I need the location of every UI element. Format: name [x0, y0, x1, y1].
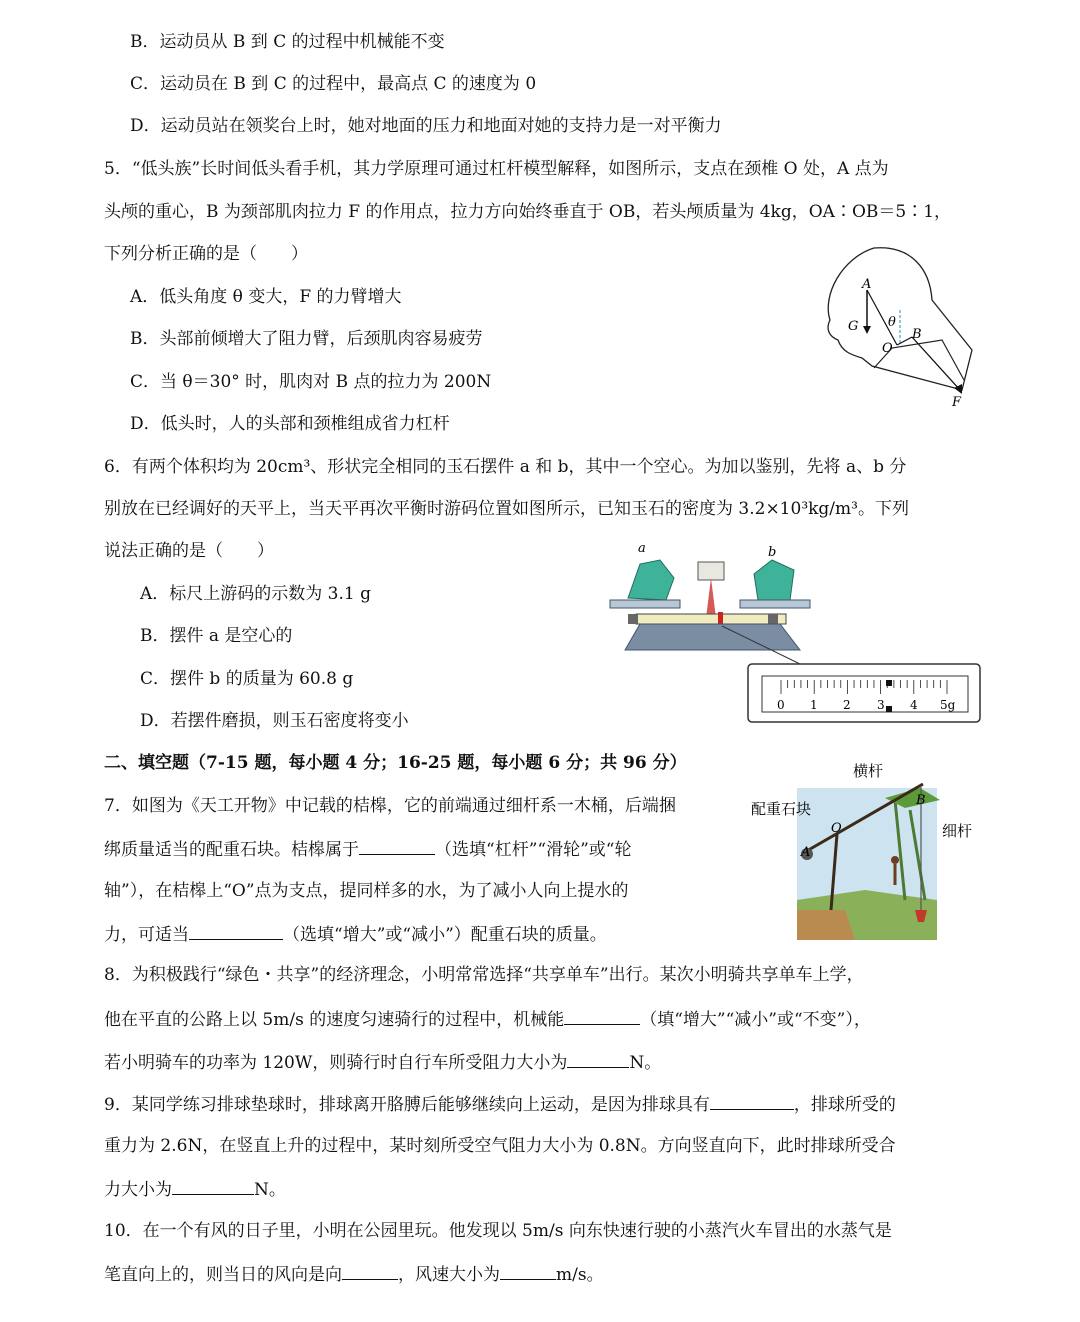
q6-stem-2: 别放在已经调好的天平上，当天平再次平衡时游码位置如图所示，已知玉石的密度为 3.2×10³kg/m³。下列: [104, 499, 909, 519]
q10-blank-2[interactable]: [500, 1261, 556, 1280]
q5-stem-2: 头颅的重心，B 为颈部肌肉拉力 F 的作用点，拉力方向始终垂直于 OB，若头颅质量为 4kg，OA∶OB＝5∶1，: [104, 202, 952, 222]
q6-option-b: B．摆件 a 是空心的: [140, 626, 293, 646]
base: [625, 624, 800, 650]
q6-stem-1: 6．有两个体积均为 20cm³、形状完全相同的玉石摆件 a 和 b，其中一个空心。为加以鉴别，先将 a、b 分: [104, 457, 907, 477]
q8-text-b: （填“增大”“减小”或“不变”），: [640, 1010, 871, 1030]
q10-text-b: ，风速大小为: [398, 1265, 500, 1285]
q8-stem-3: [104, 1049, 661, 1075]
force-arrow: [912, 337, 960, 390]
rider-mark-bottom: [886, 706, 892, 712]
bank: [797, 910, 855, 940]
q10-text-a: 笔直向上的，则当日的风向是向: [104, 1265, 342, 1285]
label-g: G: [848, 319, 859, 334]
q9-stem-1: [104, 1091, 896, 1117]
q6-option-d: D．若摆件磨损，则玉石密度将变小: [140, 711, 409, 731]
gravity-arrowhead: [863, 326, 871, 334]
label-b: B: [912, 327, 922, 342]
q10-text-c: m/s。: [556, 1265, 604, 1285]
q6-option-c: C．摆件 b 的质量为 60.8 g: [140, 669, 354, 689]
q9-text-b: ，排球所受的: [793, 1095, 896, 1115]
q9-blank-2[interactable]: [172, 1176, 254, 1195]
pointer-dial: [698, 562, 724, 580]
q9-stem-3: [104, 1176, 286, 1202]
q7-stem-3: 轴”），在桔槔上“O”点为支点，提同样多的水，为了减小人向上提水的: [104, 881, 629, 901]
q7-stem-4: [104, 921, 607, 947]
rider-mark-top: [886, 680, 892, 686]
tick-5: 5g: [940, 698, 956, 712]
q8-text-c: 若小明骑车的功率为 120W，则骑行时自行车所受阻力大小为: [104, 1053, 568, 1073]
q10-blank-1[interactable]: [342, 1261, 398, 1280]
balance-figure: [600, 538, 985, 728]
q7-stem-2: [104, 836, 631, 862]
q8-text-d: N。: [629, 1053, 662, 1073]
q8-blank-1[interactable]: [564, 1006, 640, 1025]
label-o: O: [882, 341, 893, 356]
label-a: a: [638, 541, 646, 556]
q8-blank-2[interactable]: [567, 1049, 629, 1068]
label-xi: 细杆: [942, 822, 973, 840]
q5-option-b: B．头部前倾增大了阻力臂，后颈肌肉容易疲劳: [130, 329, 483, 349]
option-4b: B．运动员从 B 到 C 的过程中机械能不变: [130, 32, 445, 52]
q7-stem-1: 7．如图为《天工开物》中记载的桔槔，它的前端通过细杆系一木桶，后端捆: [104, 796, 676, 816]
person-head: [891, 856, 899, 864]
jade-a: [628, 560, 674, 600]
label-theta: θ: [888, 315, 896, 330]
q5-option-c: C．当 θ＝30° 时，肌肉对 B 点的拉力为 200N: [130, 372, 492, 392]
q9-text-d: N。: [254, 1180, 286, 1200]
q8-stem-2: [104, 1006, 871, 1032]
beam-end-a: [628, 614, 638, 624]
q9-text-a: 9．某同学练习排球垫球时，排球离开胳膊后能够继续向上运动，是因为排球具有: [104, 1095, 710, 1115]
pointer: [706, 578, 716, 618]
q7-text-c: 力，可适当: [104, 925, 189, 945]
q6-option-a: A．标尺上游码的示数为 3.1 g: [140, 584, 372, 604]
q8-text-a: 他在平直的公路上以 5m/s 的速度匀速骑行的过程中，机械能: [104, 1010, 565, 1030]
section-heading: 二、填空题（7-15 题，每小题 4 分；16-25 题，每小题 6 分；共 96 分）: [104, 753, 687, 773]
tick-0: 0: [777, 698, 785, 712]
q7-text-d: （选填“增大”或“减小”）配重石块的质量。: [283, 925, 607, 945]
q5-option-d: D．低头时，人的头部和颈椎组成省力杠杆: [130, 414, 450, 434]
tick-1: 1: [810, 698, 818, 712]
beam-end-b: [768, 614, 778, 624]
q5-stem-1: 5．“低头族”长时间低头看手机，其力学原理可通过杠杆模型解释，如图所示，支点在颈椎 O 处，A 点为: [104, 159, 889, 179]
q6-stem-3: 说法正确的是（ ）: [104, 541, 274, 561]
well-sweep-figure: [745, 760, 985, 945]
tick-3: 3: [877, 698, 885, 712]
option-4c: C．运动员在 B 到 C 的过程中，最高点 C 的速度为 0: [130, 74, 537, 94]
label-pei: 配重石块: [751, 800, 812, 818]
scale-ruler: [762, 676, 968, 712]
jade-b: [754, 560, 794, 600]
label-a: A: [801, 845, 811, 860]
label-b: b: [768, 545, 777, 560]
q9-stem-2: 重力为 2.6N，在竖直上升的过程中，某时刻所受空气阻力大小为 0.8N。方向竖直向下，此时排球所受合: [104, 1136, 896, 1156]
q9-blank-1[interactable]: [710, 1091, 794, 1110]
label-f: F: [952, 395, 962, 410]
q7-text-b: （选填“杠杆”“滑轮”或“轮: [435, 840, 632, 860]
label-o: O: [831, 821, 842, 836]
tick-4: 4: [910, 698, 918, 712]
ob-line: [897, 337, 912, 345]
q7-blank-1[interactable]: [359, 836, 435, 855]
q5-option-a: A．低头角度 θ 变大，F 的力臂增大: [130, 287, 402, 307]
pan-b: [740, 600, 810, 608]
label-heng: 横杆: [853, 762, 884, 780]
label-b: B: [916, 793, 926, 808]
pan-a: [610, 600, 680, 608]
q5-stem-3: 下列分析正确的是（ ）: [104, 244, 308, 264]
q8-stem-1: 8．为积极践行“绿色・共享”的经济理念，小明常常选择“共享单车”出行。某次小明骑共享单车上学，: [104, 965, 864, 985]
q7-blank-2[interactable]: [189, 921, 283, 940]
q7-text-a: 绑质量适当的配重石块。桔槔属于: [104, 840, 359, 860]
q10-stem-1: 10．在一个有风的日子里，小明在公园里玩。他发现以 5m/s 向东快速行驶的小蒸汽火车冒出的水蒸气是: [104, 1221, 892, 1241]
tick-2: 2: [843, 698, 851, 712]
q10-stem-2: [104, 1261, 604, 1287]
label-a: A: [862, 277, 872, 292]
beam: [636, 614, 786, 624]
head-lever-figure: [812, 240, 987, 410]
q9-text-c: 力大小为: [104, 1180, 172, 1200]
option-4d: D．运动员站在领奖台上时，她对地面的压力和地面对她的支持力是一对平衡力: [130, 116, 722, 136]
